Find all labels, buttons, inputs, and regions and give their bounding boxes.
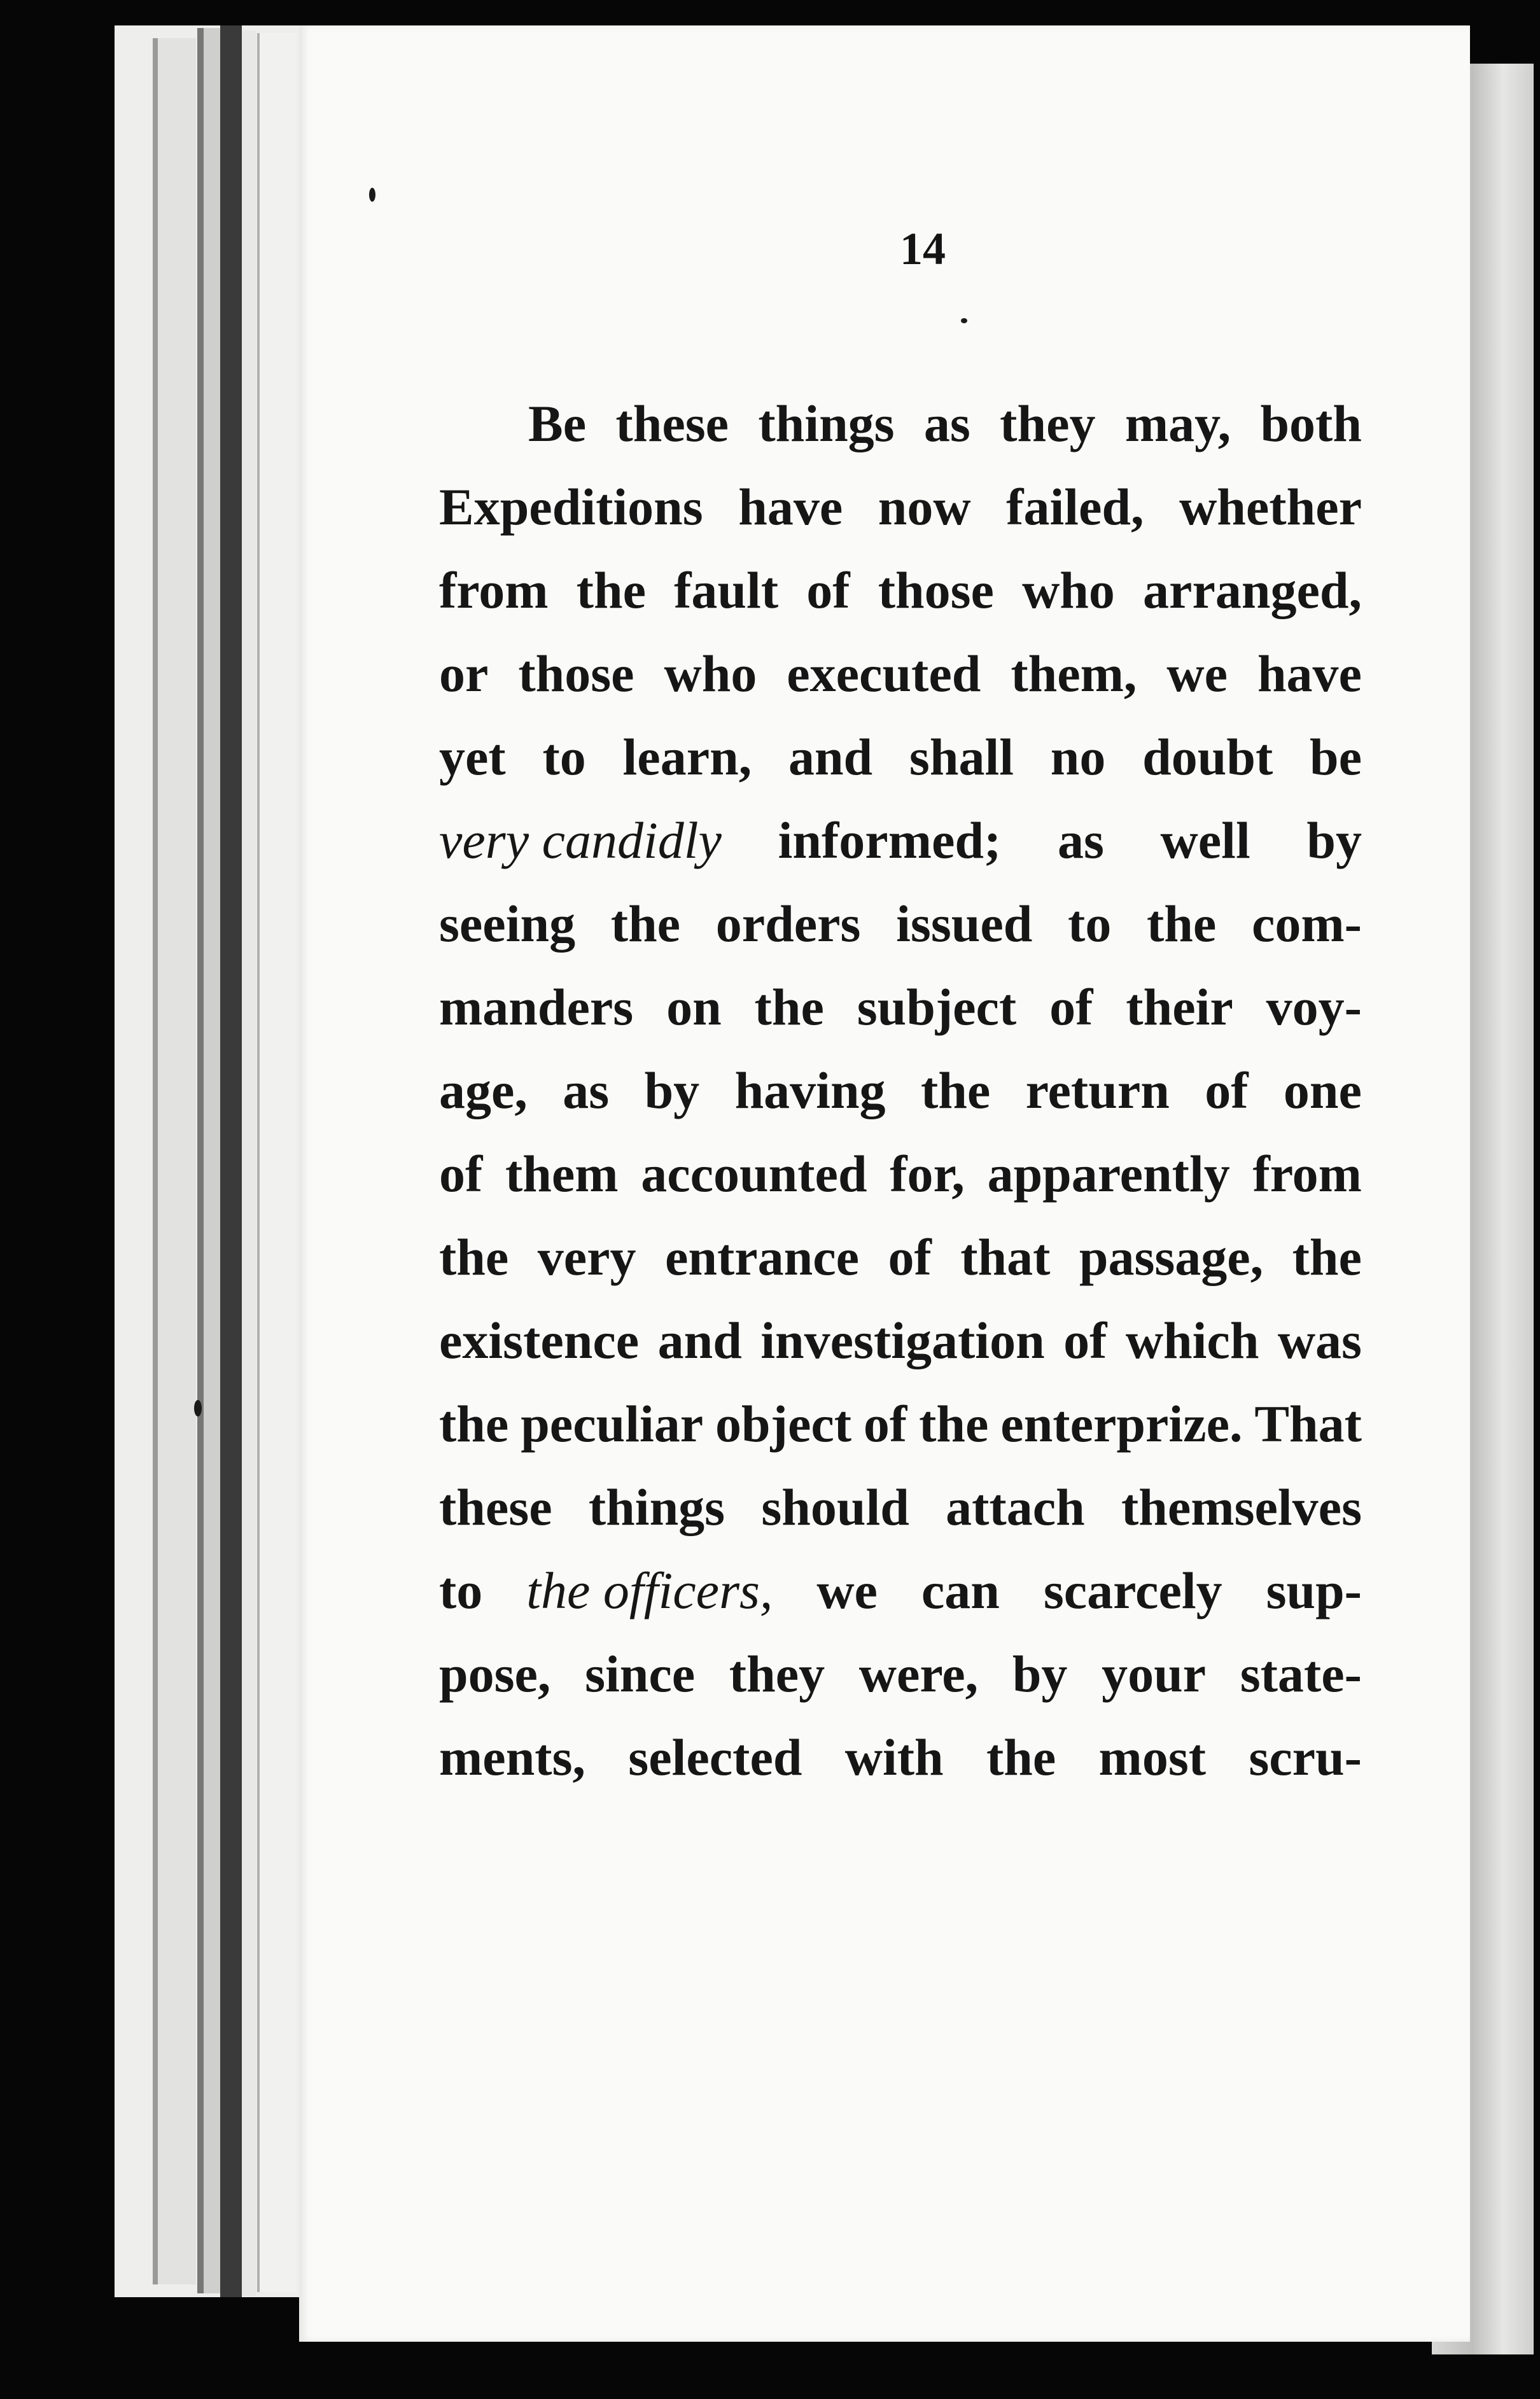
word: peculiar	[521, 1395, 704, 1453]
word: voy-	[1266, 978, 1362, 1036]
word: of	[888, 1228, 932, 1286]
word: the	[610, 895, 681, 953]
text-line	[439, 882, 1362, 965]
word: the	[1147, 895, 1217, 953]
word: no	[1050, 728, 1106, 786]
word: who	[664, 645, 757, 703]
word: having	[734, 1061, 886, 1119]
word: be	[1310, 728, 1362, 786]
text-line	[439, 1049, 1362, 1132]
text-line	[439, 1382, 1362, 1465]
word: doubt	[1142, 728, 1273, 786]
word: the	[1292, 1228, 1362, 1286]
word: yet	[439, 728, 506, 786]
word: themselves	[1121, 1478, 1362, 1536]
word: may,	[1124, 395, 1231, 452]
word: attach	[946, 1478, 1085, 1536]
word: sup-	[1266, 1562, 1362, 1619]
word: apparently	[987, 1145, 1230, 1203]
word: ments,	[439, 1728, 586, 1786]
word: scru-	[1249, 1728, 1362, 1786]
word: of	[806, 561, 850, 619]
page-edge	[197, 28, 220, 2293]
word: That	[1254, 1395, 1362, 1453]
word: the	[920, 1061, 991, 1119]
word: issued	[896, 895, 1033, 953]
word: the	[439, 1395, 509, 1453]
word: of	[439, 1145, 483, 1203]
word: whether	[1179, 478, 1362, 536]
word: since	[585, 1645, 696, 1703]
text-line	[439, 549, 1362, 632]
page-edge	[257, 33, 297, 2292]
word: object	[715, 1395, 852, 1453]
word: executed	[787, 645, 981, 703]
word: these	[439, 1478, 552, 1536]
word: were,	[858, 1645, 979, 1703]
word: was	[1277, 1311, 1362, 1369]
word: who	[1022, 561, 1115, 619]
word: accounted	[641, 1145, 867, 1203]
word: as	[923, 395, 970, 452]
word: with	[844, 1728, 944, 1786]
word: can	[921, 1562, 1000, 1619]
text-line	[439, 1716, 1362, 1799]
word: to	[542, 728, 586, 786]
page-edge	[153, 38, 196, 2284]
word: they	[1000, 395, 1096, 452]
text-line	[439, 715, 1362, 799]
word: existence	[439, 1311, 640, 1369]
word: as	[563, 1061, 610, 1119]
word: them	[505, 1145, 619, 1203]
word: from	[439, 561, 549, 619]
word: of	[1063, 1311, 1107, 1369]
word: fault	[674, 561, 779, 619]
word: those	[878, 561, 994, 619]
word: shall	[909, 728, 1014, 786]
italic-phrase: very candidly	[439, 811, 722, 869]
word: we	[1166, 645, 1228, 703]
word: informed;	[778, 811, 1002, 869]
ink-speck	[194, 1400, 202, 1416]
word: things	[588, 1478, 725, 1536]
word: your	[1102, 1645, 1207, 1703]
word: from	[1252, 1145, 1362, 1203]
page-edge	[242, 31, 256, 2296]
word: of	[1049, 978, 1093, 1036]
word: or	[439, 645, 489, 703]
page-number: 14	[900, 223, 946, 274]
word: now	[878, 478, 971, 536]
word: com-	[1251, 895, 1362, 953]
word: state-	[1240, 1645, 1362, 1703]
text-line	[439, 465, 1362, 549]
text-line	[439, 1299, 1362, 1382]
word: pose,	[439, 1645, 551, 1703]
word: these	[615, 395, 729, 452]
word: should	[761, 1478, 909, 1536]
word: by	[1012, 1645, 1068, 1703]
word: their	[1126, 978, 1233, 1036]
word: Expeditions	[439, 478, 703, 536]
word: by	[644, 1061, 700, 1119]
word: which	[1125, 1311, 1259, 1369]
word: on	[666, 978, 722, 1036]
word: as	[1057, 811, 1104, 869]
text-line	[439, 1215, 1362, 1299]
text-line	[439, 1465, 1362, 1549]
word: that	[960, 1228, 1051, 1286]
word: learn,	[622, 728, 752, 786]
word: both	[1260, 395, 1362, 452]
word: one	[1283, 1061, 1362, 1119]
text-line	[439, 799, 1362, 882]
text-line	[439, 632, 1362, 715]
word: have	[1257, 645, 1362, 703]
word: seeing	[439, 895, 576, 953]
word: and	[657, 1311, 742, 1369]
word: scarcely	[1043, 1562, 1222, 1619]
word: the	[986, 1728, 1056, 1786]
word: the	[754, 978, 824, 1036]
word: have	[738, 478, 843, 536]
word: selected	[628, 1728, 802, 1786]
word: to	[439, 1562, 483, 1619]
word: age,	[439, 1061, 528, 1119]
word: the	[439, 1228, 509, 1286]
text-line	[439, 1549, 1362, 1632]
word: the	[576, 561, 646, 619]
word: arranged,	[1143, 561, 1362, 619]
word: to	[1068, 895, 1112, 953]
word: we	[816, 1562, 878, 1619]
text-line	[439, 382, 1362, 465]
word: entrance	[664, 1228, 860, 1286]
word: by	[1306, 811, 1362, 869]
body-text	[439, 382, 1362, 1799]
word: passage,	[1079, 1228, 1264, 1286]
ink-speck	[369, 188, 375, 202]
word: the	[919, 1395, 989, 1453]
text-line	[439, 965, 1362, 1049]
binding-shadow	[220, 25, 242, 2297]
word: failed,	[1006, 478, 1144, 536]
word: them,	[1011, 645, 1137, 703]
italic-phrase: the officers,	[526, 1562, 773, 1619]
word: orders	[715, 895, 861, 953]
word: most	[1098, 1728, 1207, 1786]
text-line	[439, 1632, 1362, 1716]
word: and	[788, 728, 873, 786]
word: they	[729, 1645, 825, 1703]
word: of	[863, 1395, 907, 1453]
word: return	[1025, 1061, 1170, 1119]
word: things	[758, 395, 895, 452]
word: very	[537, 1228, 636, 1286]
text-line	[439, 1132, 1362, 1215]
word: manders	[439, 978, 634, 1036]
word: investigation	[760, 1311, 1045, 1369]
word: well	[1160, 811, 1250, 869]
ink-speck	[961, 318, 967, 323]
word: enterprize.	[1000, 1395, 1243, 1453]
word: those	[518, 645, 634, 703]
word: Be	[528, 395, 587, 452]
word: subject	[857, 978, 1017, 1036]
word: for,	[890, 1145, 965, 1203]
word: of	[1205, 1061, 1249, 1119]
book-page	[299, 25, 1470, 2342]
